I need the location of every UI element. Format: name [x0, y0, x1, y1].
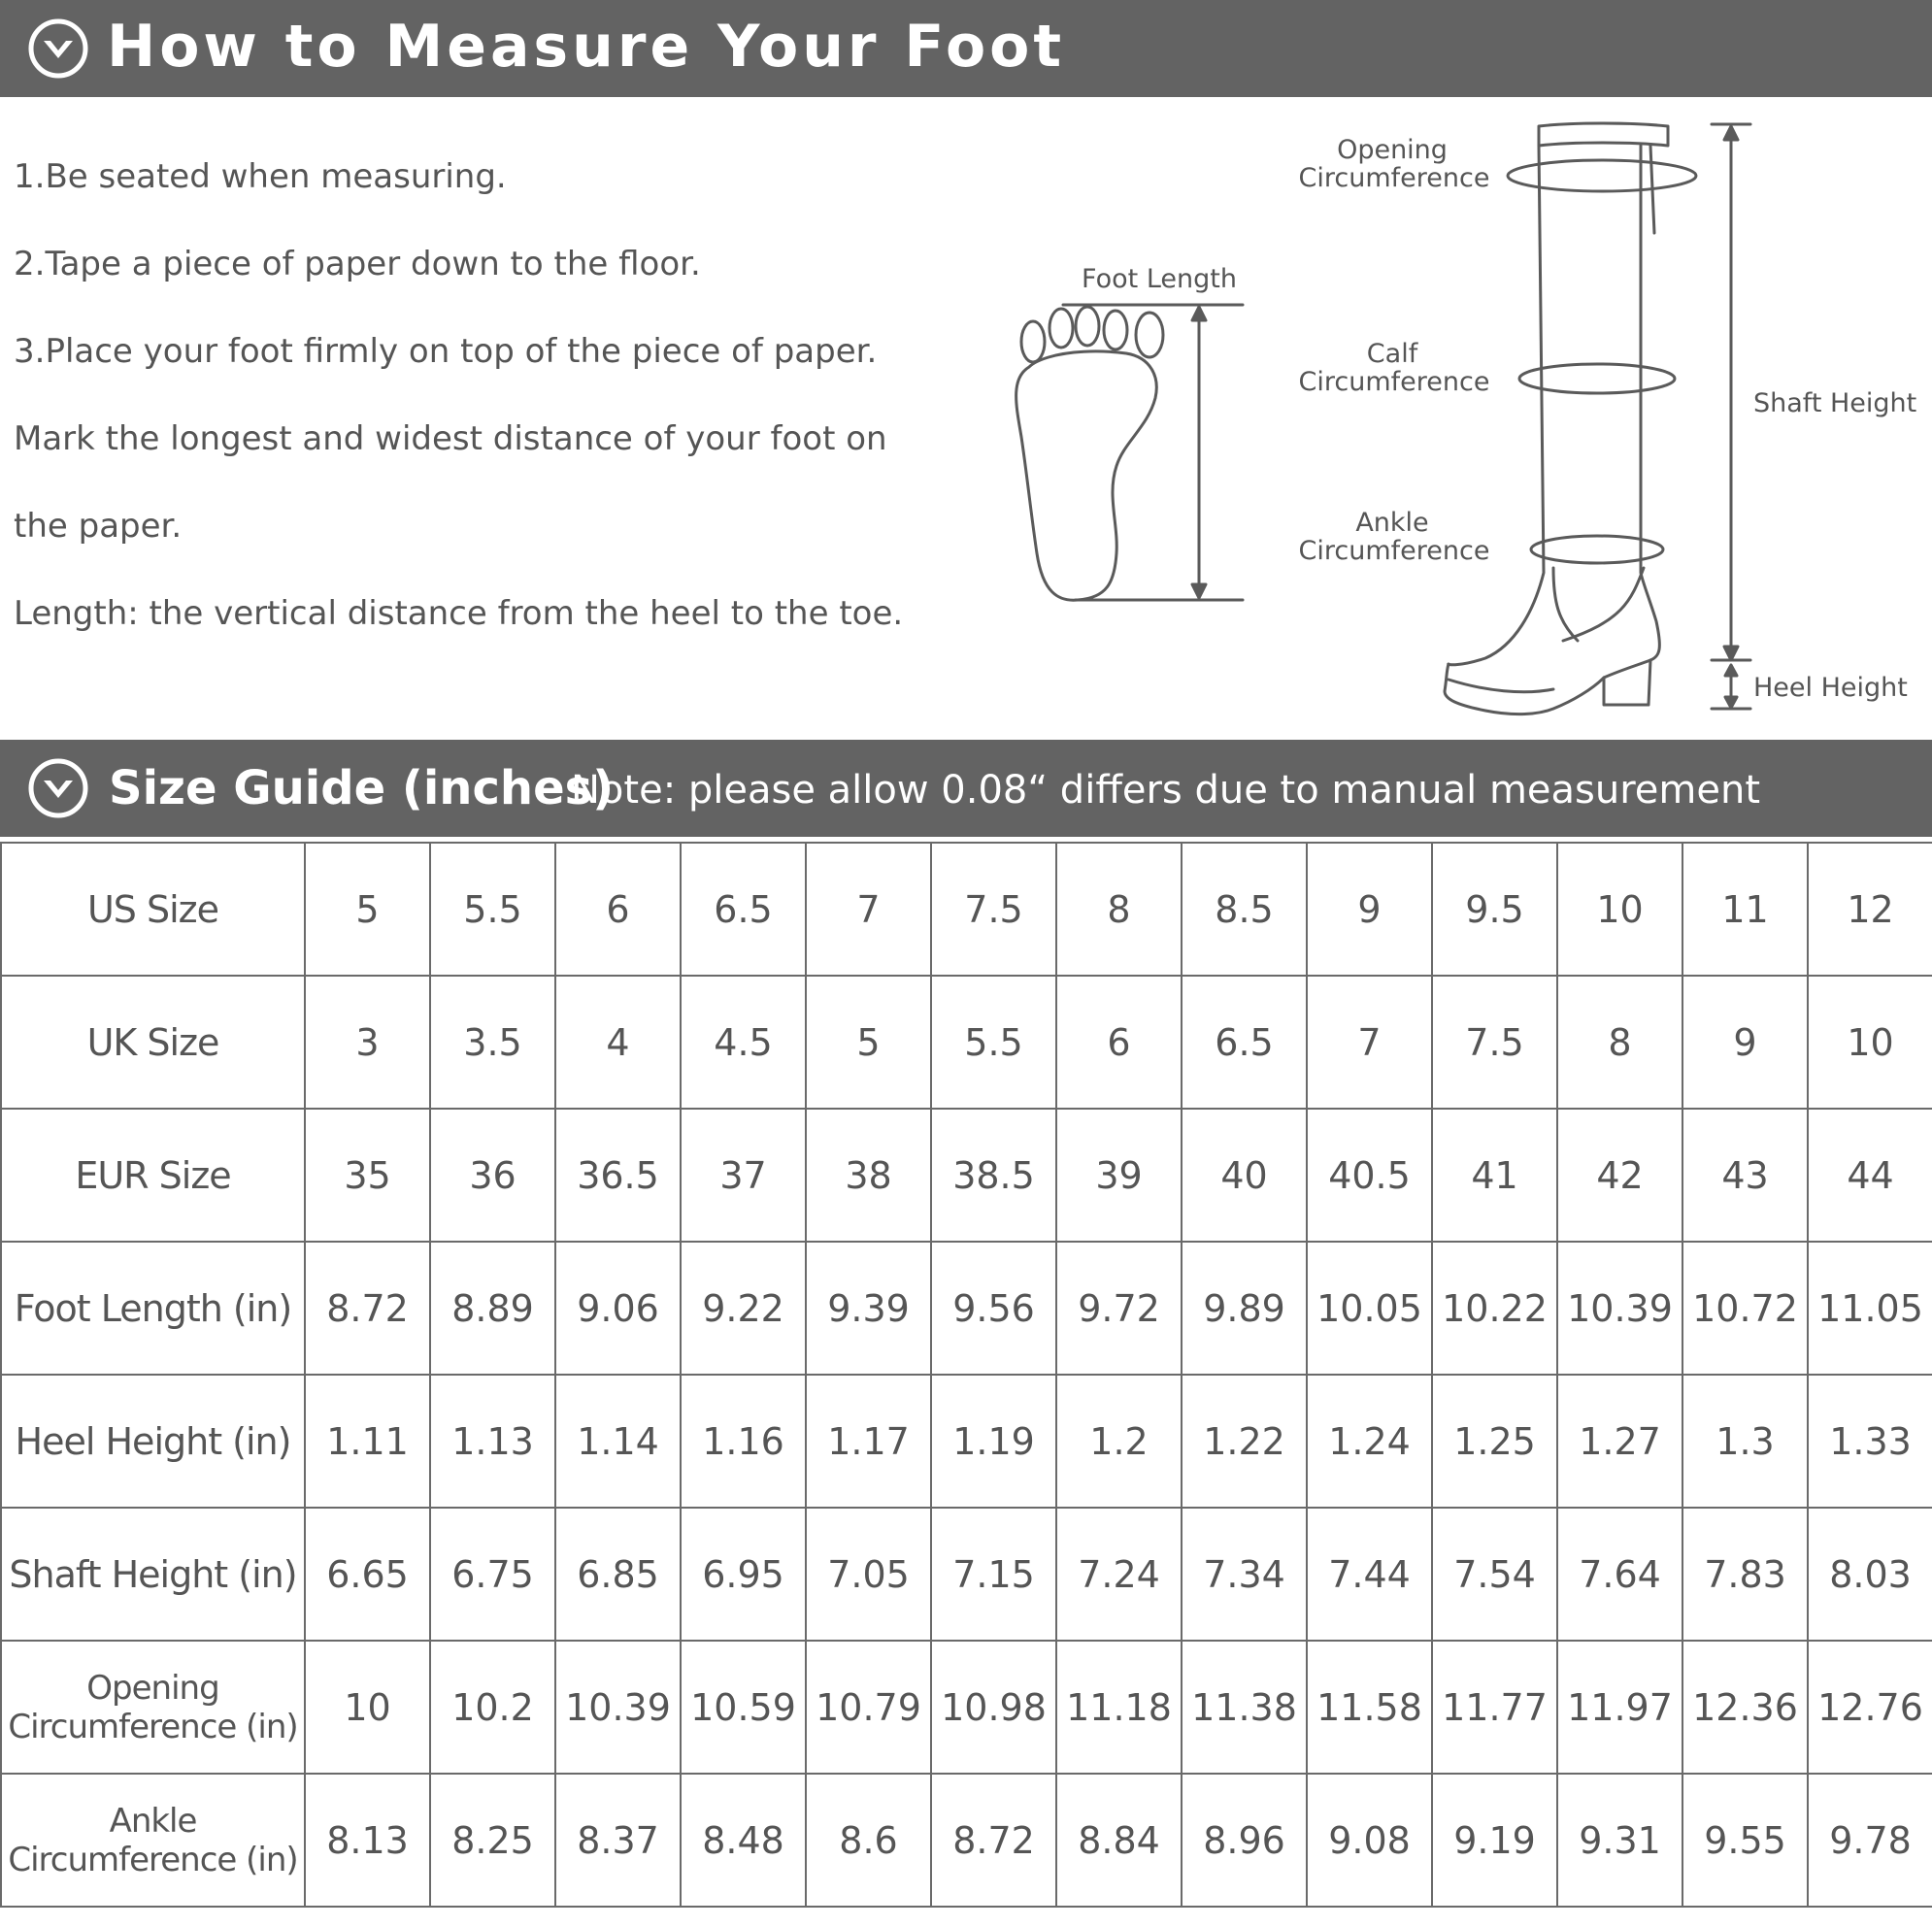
table-cell: 36.5	[555, 1109, 681, 1242]
table-cell: 11.77	[1432, 1641, 1557, 1774]
table-row	[1, 1774, 1932, 1907]
table-cell: 9.72	[1056, 1242, 1182, 1375]
table-cell: 9	[1307, 843, 1432, 976]
table-cell: 10.22	[1432, 1242, 1557, 1375]
table-cell: 9.89	[1182, 1242, 1307, 1375]
table-cell: 8.03	[1808, 1508, 1932, 1641]
table-cell: 10.72	[1682, 1242, 1808, 1375]
table-cell: 36	[430, 1109, 555, 1242]
table-cell: 11.18	[1056, 1641, 1182, 1774]
boot-outline-icon	[1445, 123, 1668, 714]
table-cell: 6.5	[1182, 976, 1307, 1109]
table-cell: 1.16	[681, 1375, 806, 1508]
table-cell: 12	[1808, 843, 1932, 976]
table-cell: 9.31	[1557, 1774, 1682, 1907]
step-3-continued: Mark the longest and widest distance of your foot on	[14, 419, 887, 458]
table-cell: 6.95	[681, 1508, 806, 1641]
table-cell: 9.06	[555, 1242, 681, 1375]
table-cell: 5.5	[931, 976, 1056, 1109]
table-cell: 10	[1808, 976, 1932, 1109]
table-cell: 9.39	[806, 1242, 931, 1375]
chevron-down-circle-icon	[27, 17, 89, 80]
table-cell: 10	[1557, 843, 1682, 976]
table-cell: 10	[305, 1641, 430, 1774]
table-cell: 8.84	[1056, 1774, 1182, 1907]
row-label: Heel Height (in)	[1, 1375, 305, 1508]
table-cell: 6.75	[430, 1508, 555, 1641]
table-cell: 11.97	[1557, 1641, 1682, 1774]
table-cell: 8	[1056, 843, 1182, 976]
table-cell: 10.98	[931, 1641, 1056, 1774]
table-cell: 40	[1182, 1109, 1307, 1242]
table-cell: 7.64	[1557, 1508, 1682, 1641]
table-cell: 1.2	[1056, 1375, 1182, 1508]
table-row	[1, 976, 1932, 1109]
table-cell: 7.05	[806, 1508, 931, 1641]
table-cell: 8.13	[305, 1774, 430, 1907]
table-cell: 7	[806, 843, 931, 976]
table-cell: 1.25	[1432, 1375, 1557, 1508]
table-cell: 1.24	[1307, 1375, 1432, 1508]
calf-label-1: Calf	[1366, 339, 1418, 369]
table-cell: 1.14	[555, 1375, 681, 1508]
table-cell: 39	[1056, 1109, 1182, 1242]
table-cell: 7.54	[1432, 1508, 1557, 1641]
table-cell: 8.89	[430, 1242, 555, 1375]
table-cell: 8.72	[305, 1242, 430, 1375]
table-cell: 6.85	[555, 1508, 681, 1641]
table-cell: 7.5	[931, 843, 1056, 976]
table-row	[1, 1641, 1932, 1774]
table-cell: 8	[1557, 976, 1682, 1109]
table-cell: 7.15	[931, 1508, 1056, 1641]
table-cell: 4	[555, 976, 681, 1109]
size-guide-note: Note: please allow 0.08“ differs due to manual measurement	[571, 768, 1760, 813]
measurement-diagram	[0, 97, 1932, 740]
calf-label-2: Circumference	[1298, 367, 1490, 397]
table-cell: 8.37	[555, 1774, 681, 1907]
table-cell: 38	[806, 1109, 931, 1242]
table-cell: 9.78	[1808, 1774, 1932, 1907]
table-cell: 3.5	[430, 976, 555, 1109]
table-cell: 7.24	[1056, 1508, 1182, 1641]
table-cell: 10.2	[430, 1641, 555, 1774]
foot-length-label: Foot Length	[1082, 264, 1237, 294]
size-table	[0, 842, 1932, 1908]
table-cell: 10.39	[1557, 1242, 1682, 1375]
table-cell: 11.38	[1182, 1641, 1307, 1774]
table-cell: 5	[305, 843, 430, 976]
table-cell: 6	[1056, 976, 1182, 1109]
row-label: Shaft Height (in)	[1, 1508, 305, 1641]
table-cell: 5.5	[430, 843, 555, 976]
table-cell: 7	[1307, 976, 1432, 1109]
table-cell: 35	[305, 1109, 430, 1242]
table-cell: 37	[681, 1109, 806, 1242]
size-guide-title: Size Guide (inches)	[109, 761, 615, 815]
table-cell: 10.79	[806, 1641, 931, 1774]
table-cell: 3	[305, 976, 430, 1109]
table-cell: 1.17	[806, 1375, 931, 1508]
table-cell: 41	[1432, 1109, 1557, 1242]
table-cell: 1.33	[1808, 1375, 1932, 1508]
table-cell: 1.13	[430, 1375, 555, 1508]
row-label: EUR Size	[1, 1109, 305, 1242]
table-cell: 11	[1682, 843, 1808, 976]
table-cell: 9.55	[1682, 1774, 1808, 1907]
table-row	[1, 843, 1932, 976]
table-row	[1, 1375, 1932, 1508]
table-cell: 10.59	[681, 1641, 806, 1774]
table-cell: 7.34	[1182, 1508, 1307, 1641]
table-cell: 6.5	[681, 843, 806, 976]
table-cell: 5	[806, 976, 931, 1109]
table-cell: 8.6	[806, 1774, 931, 1907]
table-cell: 4.5	[681, 976, 806, 1109]
table-cell: 1.27	[1557, 1375, 1682, 1508]
page-title: How to Measure Your Foot	[107, 13, 1066, 81]
step-3: 3.Place your foot firmly on top of the piece of paper.	[14, 332, 878, 371]
chevron-down-circle-icon	[27, 757, 89, 819]
table-cell: 8.96	[1182, 1774, 1307, 1907]
table-cell: 7.44	[1307, 1508, 1432, 1641]
table-cell: 11.05	[1808, 1242, 1932, 1375]
row-label: US Size	[1, 843, 305, 976]
table-cell: 40.5	[1307, 1109, 1432, 1242]
table-cell: 6.65	[305, 1508, 430, 1641]
table-cell: 44	[1808, 1109, 1932, 1242]
measure-header-banner	[0, 0, 1932, 97]
table-cell: 1.19	[931, 1375, 1056, 1508]
table-cell: 8.72	[931, 1774, 1056, 1907]
row-label: Ankle Circumference (in)	[1, 1774, 305, 1907]
opening-label-1: Opening	[1337, 135, 1448, 165]
table-cell: 9.22	[681, 1242, 806, 1375]
table-cell: 8.5	[1182, 843, 1307, 976]
size-guide-banner	[0, 740, 1932, 837]
table-cell: 1.22	[1182, 1375, 1307, 1508]
step-3-end: the paper.	[14, 507, 183, 546]
table-cell: 9.08	[1307, 1774, 1432, 1907]
ankle-label-2: Circumference	[1298, 536, 1490, 566]
table-cell: 10.05	[1307, 1242, 1432, 1375]
table-row	[1, 1242, 1932, 1375]
step-1: 1.Be seated when measuring.	[14, 157, 507, 196]
table-cell: 7.5	[1432, 976, 1557, 1109]
table-cell: 6	[555, 843, 681, 976]
step-2: 2.Tape a piece of paper down to the floor.	[14, 245, 701, 283]
foot-outline-icon	[1016, 307, 1163, 600]
table-cell: 43	[1682, 1109, 1808, 1242]
table-row	[1, 1109, 1932, 1242]
ankle-label-1: Ankle	[1355, 508, 1429, 538]
table-cell: 9.5	[1432, 843, 1557, 976]
table-cell: 38.5	[931, 1109, 1056, 1242]
table-cell: 12.36	[1682, 1641, 1808, 1774]
opening-label-2: Circumference	[1298, 163, 1490, 193]
table-cell: 42	[1557, 1109, 1682, 1242]
table-cell: 11.58	[1307, 1641, 1432, 1774]
row-label: UK Size	[1, 976, 305, 1109]
heel-height-label: Heel Height	[1753, 673, 1908, 703]
table-cell: 10.39	[555, 1641, 681, 1774]
shaft-height-label: Shaft Height	[1753, 388, 1917, 418]
table-cell: 1.3	[1682, 1375, 1808, 1508]
length-definition: Length: the vertical distance from the heel to the toe.	[14, 594, 904, 633]
table-cell: 8.25	[430, 1774, 555, 1907]
row-label: Foot Length (in)	[1, 1242, 305, 1375]
table-cell: 8.48	[681, 1774, 806, 1907]
table-row	[1, 1508, 1932, 1641]
table-cell: 9	[1682, 976, 1808, 1109]
table-cell: 9.19	[1432, 1774, 1557, 1907]
table-cell: 12.76	[1808, 1641, 1932, 1774]
row-label: Opening Circumference (in)	[1, 1641, 305, 1774]
table-cell: 1.11	[305, 1375, 430, 1508]
table-cell: 7.83	[1682, 1508, 1808, 1641]
table-cell: 9.56	[931, 1242, 1056, 1375]
